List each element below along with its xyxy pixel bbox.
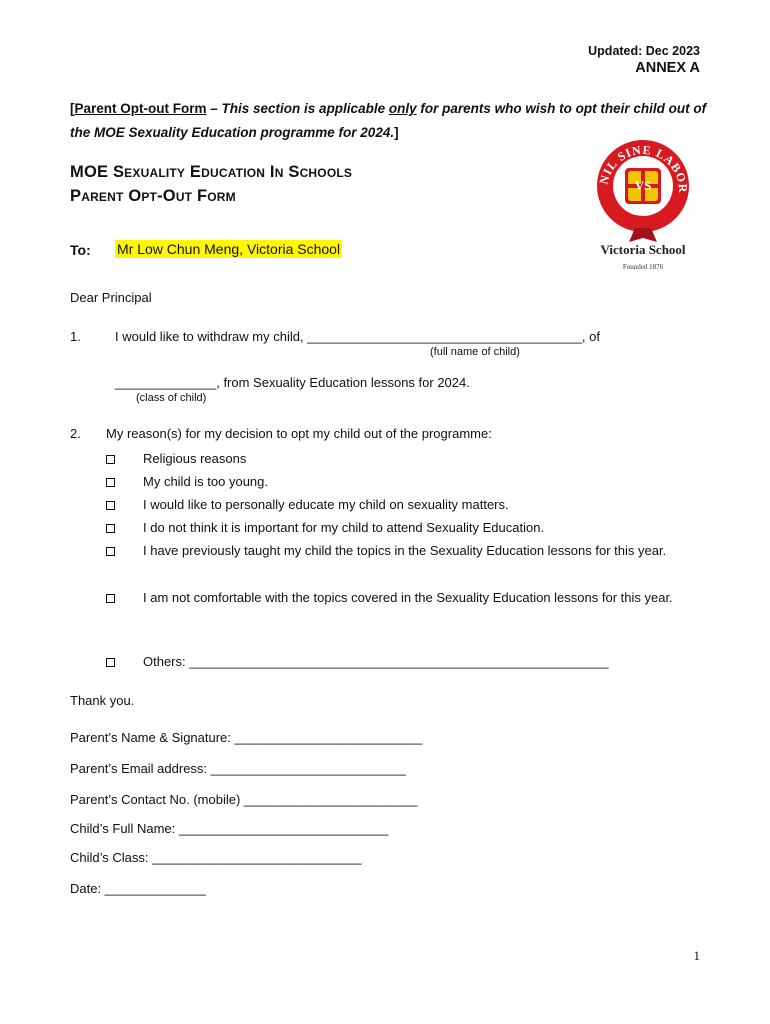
intro-only: only — [388, 101, 417, 116]
school-name: Victoria School — [600, 242, 686, 257]
checkbox-not-important[interactable] — [106, 524, 115, 533]
hint-child-class: (class of child) — [136, 392, 207, 404]
checkbox-religious[interactable] — [106, 455, 115, 464]
reason-personally-educate: I would like to personally educate my child on sexuality matters. — [143, 497, 509, 512]
salutation: Dear Principal — [70, 290, 152, 305]
checkbox-previously-taught[interactable] — [106, 547, 115, 556]
parent-contact-field[interactable]: Parent’s Contact No. (mobile) ________________________ — [70, 792, 418, 807]
item2-text: My reason(s) for my decision to opt my child out of the programme: — [106, 426, 492, 441]
school-logo — [585, 138, 705, 273]
parent-email-field[interactable]: Parent’s Email address: ___________________________ — [70, 761, 406, 776]
checkbox-personally-educate[interactable] — [106, 501, 115, 510]
item1-number: 1. — [70, 329, 81, 344]
crest-initials: VS — [634, 178, 652, 193]
open-bracket: [ — [70, 101, 75, 116]
intro-text-a: This section is applicable — [221, 101, 389, 116]
annex-label: ANNEX A — [635, 60, 700, 76]
date-field[interactable]: Date: ______________ — [70, 881, 206, 896]
thank-you: Thank you. — [70, 693, 135, 708]
intro-text-b: for parents who wish to opt their child out of the MOE Sexuality Education programme for 2024. — [70, 101, 707, 140]
hint-child-name: (full name of child) — [430, 346, 520, 358]
reason-too-young: My child is too young. — [143, 474, 269, 489]
reason-religious: Religious reasons — [143, 451, 247, 466]
close-bracket: ] — [394, 125, 399, 140]
parent-name-field[interactable]: Parent’s Name & Signature: __________________________ — [70, 730, 423, 745]
form-title-line1: MOE Sexuality Education In Schools — [70, 163, 353, 181]
reason-not-important: I do not think it is important for my child to attend Sexuality Education. — [143, 520, 545, 535]
to-recipient: Mr Low Chun Meng, Victoria School — [117, 241, 341, 257]
crest-motto: NIL SINE LABOR — [596, 142, 691, 194]
item1-class-text[interactable]: ______________, from Sexuality Education lessons for 2024. — [115, 375, 470, 390]
checkbox-others[interactable] — [106, 658, 115, 667]
to-label: To: — [70, 242, 91, 258]
dash: – — [206, 101, 218, 116]
reason-not-comfortable: I am not comfortable with the topics covered in the Sexuality Education lessons for this year. — [143, 590, 673, 605]
item1-text[interactable]: I would like to withdraw my child, ______________________________________, of — [115, 329, 600, 344]
checkbox-too-young[interactable] — [106, 478, 115, 487]
form-title-line2: Parent Opt-Out Form — [70, 187, 236, 205]
form-label: Parent Opt-out Form — [74, 101, 207, 116]
school-crest-icon — [585, 138, 705, 273]
child-class-field[interactable]: Child’s Class: _____________________________ — [70, 850, 362, 865]
reason-others[interactable]: Others: __________________________________________________________ — [143, 654, 609, 669]
reason-previously-taught: I have previously taught my child the topics in the Sexuality Education lessons for this year. — [143, 543, 667, 558]
item2-number: 2. — [70, 426, 81, 441]
updated-date: Updated: Dec 2023 — [588, 44, 700, 58]
page-number: 1 — [693, 948, 700, 963]
founded-year: Founded 1876 — [622, 263, 664, 271]
child-name-field[interactable]: Child’s Full Name: _____________________________ — [70, 821, 389, 836]
checkbox-not-comfortable[interactable] — [106, 594, 115, 603]
